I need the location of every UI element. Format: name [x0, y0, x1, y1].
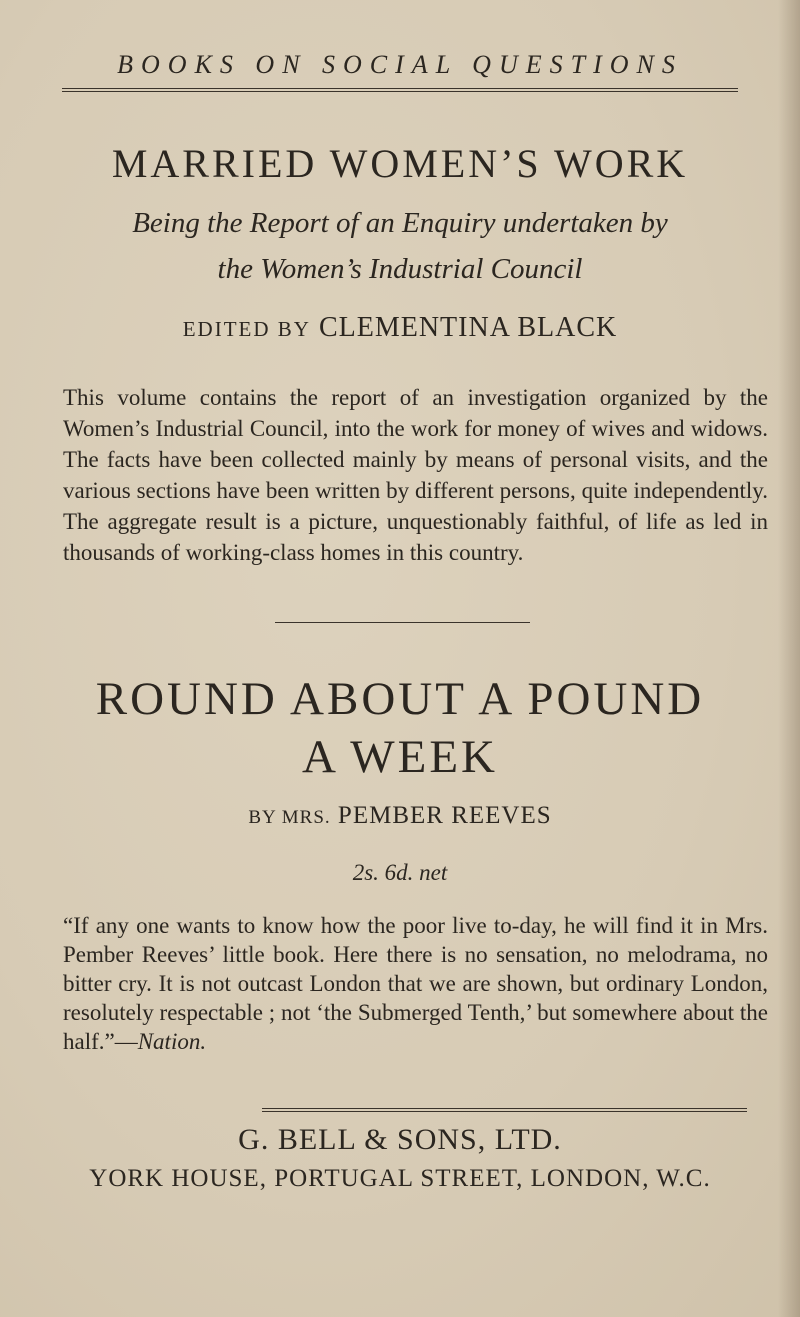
- book2-quote-source: Nation.: [137, 1029, 207, 1054]
- book2-quote-text: “If any one wants to know how the poor live to-day, he will find it in Mrs. Pember Reeves’ little book. Here there is no sensation, no melodrama, no bitter cry. It is not outcast London that we are shown, but ordinary London, resolutely respectable ; not ‘the Submerged Tenth,’ but somewhere about the half.”—: [63, 913, 768, 1054]
- book1-subtitle-line2: the Women’s Industrial Council: [217, 253, 583, 285]
- page-edge-shadow: [778, 0, 800, 1317]
- book2-author-name: PEMBER REEVES: [337, 802, 552, 829]
- publisher-address: YORK HOUSE, PORTUGAL STREET, LONDON, W.C.: [89, 1165, 711, 1192]
- book2-author-prefix: BY MRS.: [248, 807, 331, 828]
- series-heading: BOOKS ON SOCIAL QUESTIONS: [117, 50, 683, 79]
- book2-review-quote: [63, 911, 768, 1056]
- book2-title-line2: A WEEK: [302, 731, 498, 783]
- publisher-name: G. BELL & SONS, LTD.: [238, 1123, 562, 1156]
- series-rule: [62, 88, 738, 92]
- book1-editor-name: CLEMENTINA BLACK: [318, 312, 618, 343]
- book2-price: 2s. 6d. net: [352, 860, 448, 885]
- book1-title: MARRIED WOMEN’S WORK: [111, 141, 689, 186]
- book2-title-line1: ROUND ABOUT A POUND: [95, 673, 705, 725]
- book1-editor: [0, 312, 800, 344]
- book1-subtitle: [60, 200, 740, 292]
- section-divider: [275, 622, 530, 623]
- book1-editor-prefix: EDITED BY: [182, 317, 311, 341]
- book2-title: [0, 670, 800, 786]
- publisher-rule: [262, 1108, 747, 1112]
- book1-subtitle-line1: Being the Report of an Enquiry undertaken by: [132, 207, 668, 239]
- book2-author: [0, 802, 800, 830]
- book1-description: This volume contains the report of an investigation organized by the Women’s Industrial Council, into the work for money of wives and widows. The facts have been collected mainly by means of personal visits, and the various sections have been written by different persons, quite independently. The aggregate result is a picture, unquestionably faithful, of life as led in thousands of working-class homes in this country.: [63, 385, 768, 565]
